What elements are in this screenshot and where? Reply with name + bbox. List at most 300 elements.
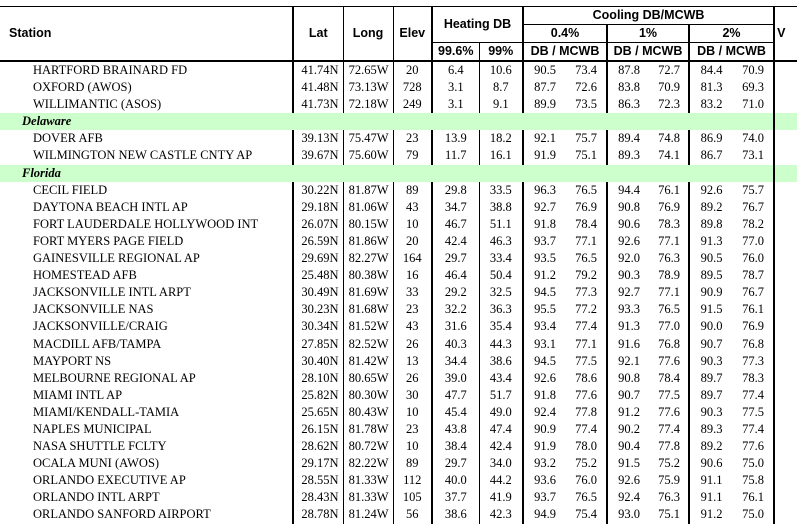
cell-h99: 42.4: [479, 438, 523, 455]
cell-h996: 46.7: [432, 216, 479, 233]
extra-column-cell: [774, 79, 797, 96]
cell-h996: 43.8: [432, 421, 479, 438]
state-group-row: [0, 113, 797, 130]
cell-c1wb: 72.3: [658, 97, 680, 112]
cell-c2db: 89.8: [689, 216, 733, 233]
cooling-header: Cooling DB/MCWB: [523, 7, 774, 25]
cell-c04wb: 77.4: [575, 319, 597, 334]
cell-c04db: 92.7: [523, 199, 566, 216]
table-row: [0, 250, 797, 267]
table-row: [0, 267, 797, 284]
cell-h99: 18.2: [479, 130, 523, 147]
cell-c04db: 93.6: [523, 472, 566, 489]
cell-c04wb: 75.7: [575, 131, 597, 146]
cell-c04wb: 76.5: [575, 182, 597, 197]
cell-c04db: 94.9: [523, 506, 566, 523]
cell-h99: 49.0: [479, 404, 523, 421]
cell-c1db: 89.3: [607, 147, 650, 164]
table-row: [0, 387, 797, 404]
cell-long: 82.22W: [343, 455, 393, 472]
cell-c2db: 90.9: [689, 284, 733, 301]
elev-header: Elev: [393, 7, 432, 62]
extra-column-cell: [774, 438, 797, 455]
cell-lat: 28.55N: [293, 472, 343, 489]
table-row: [0, 489, 797, 506]
cell-c1wb: 76.9: [658, 199, 680, 214]
cell-elev: 249: [393, 96, 432, 113]
station-name: MELBOURNE REGIONAL AP: [33, 370, 196, 385]
cell-c04db: 90.5: [523, 61, 566, 79]
cell-c1wb: 76.8: [658, 336, 680, 351]
cell-c2wb: 76.8: [742, 336, 764, 351]
station-name: ORLANDO SANFORD AIRPORT: [33, 507, 211, 522]
cell-h99: 51.1: [479, 216, 523, 233]
cell-c2wb: 78.3: [742, 370, 764, 385]
extra-column-cell: [774, 489, 797, 506]
cell-lat: 30.40N: [293, 353, 343, 370]
cell-c04wb: 76.5: [575, 490, 597, 505]
cell-h99: 33.4: [479, 250, 523, 267]
table-row: [0, 130, 797, 147]
cell-long: 75.47W: [343, 130, 393, 147]
cell-c1db: 91.6: [607, 336, 650, 353]
table-row: [0, 336, 797, 353]
cell-c04db: 96.3: [523, 182, 566, 199]
extra-column-cell: [774, 472, 797, 489]
cell-elev: 56: [393, 506, 432, 523]
cell-lat: 27.85N: [293, 336, 343, 353]
table-row: [0, 370, 797, 387]
cell-c1wb: 76.3: [658, 251, 680, 266]
cooling-04-header: 0.4%: [523, 25, 607, 43]
cell-c04wb: 78.0: [575, 439, 597, 454]
cell-c04wb: 77.2: [575, 302, 597, 317]
cell-h996: 29.8: [432, 182, 479, 199]
cell-c1db: 90.8: [607, 199, 650, 216]
cell-lat: 28.43N: [293, 489, 343, 506]
extra-column-cell: [774, 284, 797, 301]
cell-c04db: 95.5: [523, 301, 566, 318]
cell-c2wb: 76.1: [742, 302, 764, 317]
cell-c1db: 83.8: [607, 79, 650, 96]
station-name: MACDILL AFB/TAMPA: [33, 336, 162, 351]
state-group-row: [0, 165, 797, 182]
cell-h996: 38.6: [432, 506, 479, 523]
cell-c2db: 84.4: [689, 61, 733, 79]
cell-c04db: 91.8: [523, 216, 566, 233]
cell-c2wb: 77.5: [742, 404, 764, 419]
cell-lat: 28.10N: [293, 370, 343, 387]
cell-long: 82.52W: [343, 336, 393, 353]
cell-lat: 41.48N: [293, 79, 343, 96]
station-name: WILLIMANTIC (ASOS): [33, 97, 162, 112]
cell-c2wb: 76.9: [742, 319, 764, 334]
cell-c04wb: 77.8: [575, 404, 597, 419]
cell-c2db: 81.3: [689, 79, 733, 96]
cell-c2wb: 76.7: [742, 285, 764, 300]
cell-c2wb: 73.1: [742, 148, 764, 163]
cell-long: 81.87W: [343, 182, 393, 199]
cell-elev: 89: [393, 455, 432, 472]
table-body: [0, 61, 797, 524]
cell-elev: 10: [393, 216, 432, 233]
cell-c1db: 90.4: [607, 438, 650, 455]
cell-c04wb: 78.4: [575, 216, 597, 231]
cell-c1wb: 76.3: [658, 490, 680, 505]
table-row: [0, 404, 797, 421]
cell-long: 81.24W: [343, 506, 393, 523]
cell-h99: 50.4: [479, 267, 523, 284]
cell-c1db: 92.6: [607, 233, 650, 250]
extra-column-cell: [774, 421, 797, 438]
cell-h99: 51.7: [479, 387, 523, 404]
extra-column-cell: [774, 96, 797, 113]
extra-column-cell: [774, 267, 797, 284]
cell-h996: 39.0: [432, 370, 479, 387]
cell-elev: 20: [393, 233, 432, 250]
cell-c2db: 91.1: [689, 489, 733, 506]
cell-h99: 42.3: [479, 506, 523, 523]
extra-column-cell: [774, 404, 797, 421]
cell-h996: 31.6: [432, 318, 479, 335]
cell-h99: 8.7: [479, 79, 523, 96]
station-name: FORT MYERS PAGE FIELD: [33, 233, 184, 248]
cell-c2wb: 77.3: [742, 353, 764, 368]
cell-elev: 20: [393, 61, 432, 79]
cell-c04wb: 77.5: [575, 353, 597, 368]
cell-c2db: 90.5: [689, 250, 733, 267]
cell-elev: 105: [393, 489, 432, 506]
station-name: CECIL FIELD: [33, 182, 108, 197]
station-name: JACKSONVILLE NAS: [33, 302, 154, 317]
cell-c1db: 90.3: [607, 267, 650, 284]
cell-lat: 28.62N: [293, 438, 343, 455]
cell-long: 81.06W: [343, 199, 393, 216]
cell-c04wb: 75.2: [575, 456, 597, 471]
cell-long: 80.72W: [343, 438, 393, 455]
cell-c04wb: 75.4: [575, 507, 597, 522]
cooling-04-subheader: DB / MCWB: [523, 43, 607, 62]
cell-h996: 40.3: [432, 336, 479, 353]
table-row: [0, 199, 797, 216]
cell-c04db: 91.8: [523, 387, 566, 404]
heating-db-header: Heating DB: [432, 7, 523, 43]
cell-h99: 32.5: [479, 284, 523, 301]
cell-c2db: 91.3: [689, 233, 733, 250]
cell-lat: 41.73N: [293, 96, 343, 113]
table-row: [0, 318, 797, 335]
cell-lat: 26.15N: [293, 421, 343, 438]
extra-column-cell: [774, 506, 797, 523]
extra-column-cell: [774, 250, 797, 267]
cell-c1db: 92.7: [607, 284, 650, 301]
cell-h99: 9.1: [479, 96, 523, 113]
cell-long: 81.33W: [343, 489, 393, 506]
cell-c04wb: 73.4: [575, 63, 597, 77]
cell-c04db: 94.5: [523, 284, 566, 301]
cell-long: 80.43W: [343, 404, 393, 421]
cell-elev: 43: [393, 318, 432, 335]
cell-lat: 29.17N: [293, 455, 343, 472]
cell-c04wb: 72.6: [575, 80, 597, 95]
cell-c1wb: 74.1: [658, 148, 680, 163]
cell-c04db: 90.9: [523, 421, 566, 438]
cell-elev: 16: [393, 267, 432, 284]
cell-c1wb: 77.8: [658, 439, 680, 454]
extra-column-header: V: [774, 7, 797, 62]
cell-elev: 13: [393, 353, 432, 370]
cell-long: 82.27W: [343, 250, 393, 267]
cell-h996: 47.7: [432, 387, 479, 404]
cell-c1wb: 70.9: [658, 80, 680, 95]
cell-c1wb: 78.9: [658, 268, 680, 283]
cell-c1wb: 72.7: [658, 63, 680, 77]
cell-c1wb: 77.6: [658, 353, 680, 368]
cell-c2wb: 71.0: [742, 97, 764, 112]
cell-h99: 47.4: [479, 421, 523, 438]
cell-c1db: 91.2: [607, 404, 650, 421]
cell-h996: 32.2: [432, 301, 479, 318]
table-row: [0, 233, 797, 250]
table-row: [0, 61, 797, 79]
table-row: [0, 455, 797, 472]
cell-c1db: 87.8: [607, 61, 650, 79]
state-name: Florida: [0, 165, 774, 182]
cell-c1db: 90.6: [607, 216, 650, 233]
cell-h996: 3.1: [432, 96, 479, 113]
cell-c1wb: 77.1: [658, 233, 680, 248]
cooling-2-header: 2%: [689, 25, 774, 43]
cell-elev: 112: [393, 472, 432, 489]
cell-c04wb: 77.6: [575, 387, 597, 402]
cell-h99: 38.8: [479, 199, 523, 216]
heating-99-header: 99%: [479, 43, 523, 62]
cell-h996: 42.4: [432, 233, 479, 250]
station-name: JACKSONVILLE/CRAIG: [33, 319, 168, 334]
cell-h996: 13.9: [432, 130, 479, 147]
cell-elev: 79: [393, 147, 432, 164]
cell-lat: 29.18N: [293, 199, 343, 216]
cell-c04wb: 76.0: [575, 473, 597, 488]
station-name: ORLANDO EXECUTIVE AP: [33, 473, 186, 488]
cell-c04db: 93.5: [523, 250, 566, 267]
station-name: ORLANDO INTL ARPT: [33, 490, 160, 505]
cell-lat: 28.78N: [293, 506, 343, 523]
cell-elev: 164: [393, 250, 432, 267]
cell-c2wb: 76.7: [742, 199, 764, 214]
cell-h996: 29.7: [432, 250, 479, 267]
cell-long: 80.15W: [343, 216, 393, 233]
cell-c04db: 89.9: [523, 96, 566, 113]
table-row: [0, 216, 797, 233]
cell-c1wb: 76.5: [658, 302, 680, 317]
cell-long: 81.33W: [343, 472, 393, 489]
cell-long: 72.18W: [343, 96, 393, 113]
cell-h99: 33.5: [479, 182, 523, 199]
cell-c1db: 93.0: [607, 506, 650, 523]
cell-c2db: 86.7: [689, 147, 733, 164]
cell-h996: 11.7: [432, 147, 479, 164]
table-row: [0, 421, 797, 438]
cell-c04db: 93.1: [523, 336, 566, 353]
cell-c2db: 89.2: [689, 199, 733, 216]
cell-long: 80.38W: [343, 267, 393, 284]
cell-c04db: 93.7: [523, 489, 566, 506]
cell-lat: 39.13N: [293, 130, 343, 147]
cell-c04wb: 79.2: [575, 268, 597, 283]
cell-c2wb: 76.1: [742, 490, 764, 505]
long-header: Long: [343, 7, 393, 62]
cell-c04db: 92.6: [523, 370, 566, 387]
station-header: Station: [0, 7, 293, 62]
extra-column-cell: [774, 147, 797, 164]
cell-elev: 728: [393, 79, 432, 96]
cell-c1wb: 77.4: [658, 421, 680, 436]
cell-c2db: 91.2: [689, 506, 733, 523]
station-name: OXFORD (AWOS): [33, 80, 132, 95]
heating-996-header: 99.6%: [432, 43, 479, 62]
table-row: [0, 301, 797, 318]
cell-c2db: 91.5: [689, 301, 733, 318]
cell-c2wb: 77.0: [742, 233, 764, 248]
cell-long: 81.42W: [343, 353, 393, 370]
station-name: DOVER AFB: [33, 131, 103, 146]
cell-lat: 39.67N: [293, 147, 343, 164]
cell-c2db: 89.3: [689, 421, 733, 438]
station-name: NASA SHUTTLE FCLTY: [33, 439, 167, 454]
cell-h996: 40.0: [432, 472, 479, 489]
cell-c1db: 94.4: [607, 182, 650, 199]
station-name: JACKSONVILLE INTL ARPT: [33, 285, 191, 300]
cell-h996: 29.7: [432, 455, 479, 472]
station-name: HOMESTEAD AFB: [33, 268, 137, 283]
cell-lat: 30.22N: [293, 182, 343, 199]
cell-c1db: 91.3: [607, 318, 650, 335]
cell-c1wb: 78.3: [658, 216, 680, 231]
cell-h99: 36.3: [479, 301, 523, 318]
cell-c1db: 89.4: [607, 130, 650, 147]
cell-c1wb: 77.5: [658, 387, 680, 402]
table-row: [0, 506, 797, 523]
cell-c1wb: 75.9: [658, 473, 680, 488]
cell-long: 80.30W: [343, 387, 393, 404]
cell-lat: 29.69N: [293, 250, 343, 267]
cell-c1wb: 77.0: [658, 319, 680, 334]
cell-c2wb: 74.0: [742, 131, 764, 146]
cell-c1db: 93.3: [607, 301, 650, 318]
cell-c2db: 89.5: [689, 267, 733, 284]
cell-c04wb: 76.5: [575, 251, 597, 266]
station-name: NAPLES MUNICIPAL: [33, 421, 152, 436]
extra-column-cell: [774, 165, 797, 182]
cell-c04wb: 77.1: [575, 233, 597, 248]
cell-lat: 25.65N: [293, 404, 343, 421]
station-name: MIAMI/KENDALL-TAMIA: [33, 404, 180, 419]
cell-c1db: 92.0: [607, 250, 650, 267]
cell-lat: 30.49N: [293, 284, 343, 301]
extra-column-cell: [774, 336, 797, 353]
cell-c1wb: 77.6: [658, 404, 680, 419]
cell-c2wb: 69.3: [742, 80, 764, 95]
cell-c04db: 93.4: [523, 318, 566, 335]
cell-h996: 3.1: [432, 79, 479, 96]
cell-c2wb: 77.6: [742, 439, 764, 454]
extra-column-cell: [774, 233, 797, 250]
cell-c04db: 87.7: [523, 79, 566, 96]
station-name: GAINESVILLE REGIONAL AP: [33, 251, 200, 266]
cell-elev: 10: [393, 404, 432, 421]
cell-lat: 25.48N: [293, 267, 343, 284]
station-name: MIAMI INTL AP: [33, 387, 123, 402]
lat-header: Lat: [293, 7, 343, 62]
cell-c2db: 89.7: [689, 370, 733, 387]
cell-elev: 33: [393, 284, 432, 301]
cell-c1wb: 77.1: [658, 285, 680, 300]
cell-c04db: 92.1: [523, 130, 566, 147]
cell-c2db: 89.7: [689, 387, 733, 404]
station-name: DAYTONA BEACH INTL AP: [33, 199, 188, 214]
extra-column-cell: [774, 318, 797, 335]
table-row: [0, 182, 797, 199]
cooling-2-subheader: DB / MCWB: [689, 43, 774, 62]
cell-c04db: 91.9: [523, 147, 566, 164]
cell-c04wb: 77.3: [575, 285, 597, 300]
cell-c2db: 86.9: [689, 130, 733, 147]
cell-h99: 34.0: [479, 455, 523, 472]
cell-c1db: 92.1: [607, 353, 650, 370]
extra-column-cell: [774, 113, 797, 130]
cell-c2wb: 75.8: [742, 473, 764, 488]
cell-c2wb: 78.7: [742, 268, 764, 283]
cell-long: 81.68W: [343, 301, 393, 318]
cell-c2wb: 76.0: [742, 251, 764, 266]
cell-lat: 25.82N: [293, 387, 343, 404]
cell-elev: 89: [393, 182, 432, 199]
cell-c2wb: 75.0: [742, 507, 764, 522]
table-row: [0, 353, 797, 370]
cell-c04wb: 76.9: [575, 199, 597, 214]
cell-elev: 26: [393, 370, 432, 387]
extra-column-cell: [774, 455, 797, 472]
cell-c04db: 92.4: [523, 404, 566, 421]
station-name: OCALA MUNI (AWOS): [33, 456, 160, 471]
cell-c2db: 90.6: [689, 455, 733, 472]
state-name: Delaware: [0, 113, 774, 130]
cell-h996: 38.4: [432, 438, 479, 455]
cell-c2db: 90.3: [689, 353, 733, 370]
cell-h996: 45.4: [432, 404, 479, 421]
cell-h99: 46.3: [479, 233, 523, 250]
extra-column-cell: [774, 61, 797, 79]
climate-design-table: [0, 6, 797, 524]
table-row: [0, 438, 797, 455]
cell-c04wb: 77.1: [575, 336, 597, 351]
cell-c2wb: 75.7: [742, 182, 764, 197]
extra-column-cell: [774, 182, 797, 199]
cell-c2db: 91.1: [689, 472, 733, 489]
cell-c04db: 93.7: [523, 233, 566, 250]
table-row: [0, 472, 797, 489]
cell-h996: 29.2: [432, 284, 479, 301]
cell-lat: 26.07N: [293, 216, 343, 233]
extra-column-cell: [774, 216, 797, 233]
cell-c04wb: 75.1: [575, 148, 597, 163]
cell-long: 81.86W: [343, 233, 393, 250]
cell-h99: 10.6: [479, 61, 523, 79]
cell-long: 81.78W: [343, 421, 393, 438]
cell-h996: 37.7: [432, 489, 479, 506]
cell-h996: 34.7: [432, 199, 479, 216]
